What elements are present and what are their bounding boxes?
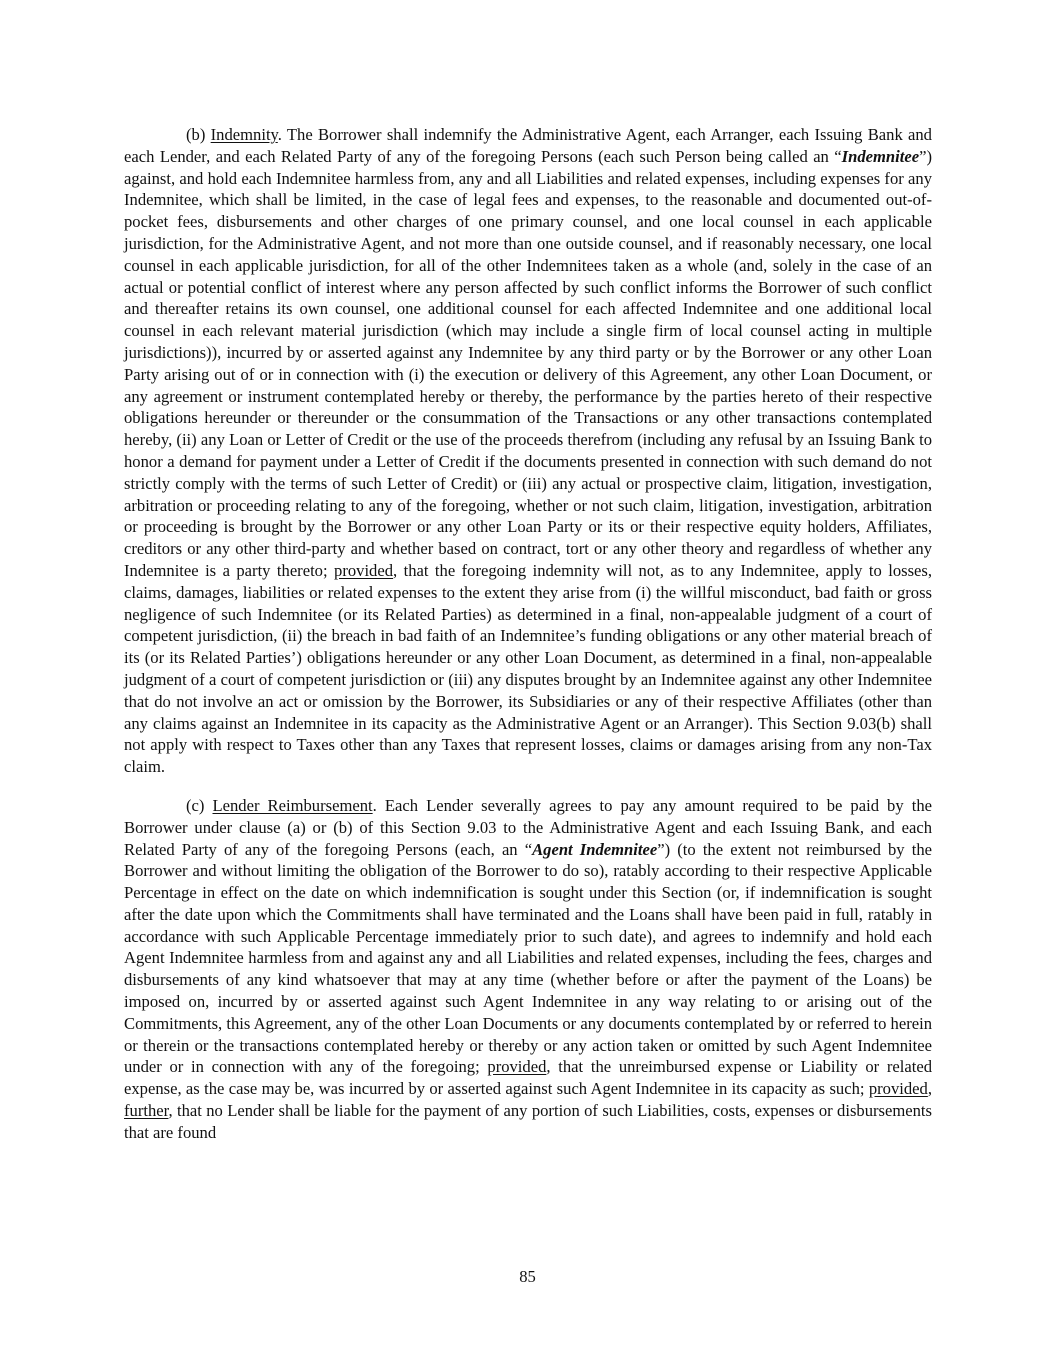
proviso-provided: provided bbox=[334, 560, 394, 580]
clause-label: (c) bbox=[186, 795, 205, 815]
clause-label: (b) bbox=[186, 125, 206, 144]
document-page bbox=[124, 124, 932, 1144]
paragraph-lender-reimbursement bbox=[124, 795, 932, 1144]
proviso-further: further bbox=[124, 1101, 169, 1121]
paragraph-text: ”) against, and hold each Indemnitee harmless from, any and all Liabilities and related expenses, including expenses for any Indemnitee, which shall be limited, in the case of legal fees and expenses, to the reasonable and documented out-of-pocket fees, disbursements and other charges of one primary counsel, and one local counsel in each applicable jurisdiction, for the Administrative Agent, and not more than one outside counsel, and if reasonably necessary, one local counsel in each applicable jurisdiction, for all of the other Indemnitees taken as a whole (and, solely in the case of an actual or potential conflict of interest where any person affected by such conflict informs the Borrower of such conflict and thereafter retains its own counsel, one additional counsel for each affected Indemnitee and one additional local counsel in each relevant material jurisdiction (which may include a single firm of local counsel acting in multiple jurisdictions)), incurred by or asserted against any Indemnitee by any third party or by the Borrower or any other Loan Party arising out of or in connection with (i) the execution or delivery of this Agreement, any other Loan Document, or any agreement or instrument contemplated hereby or thereby, the performance by the parties hereto of their respective obligations hereunder or thereunder or the consummation of the Transactions or any other transactions contemplated hereby, (ii) any Loan or Letter of Credit or the use of the proceeds therefrom (including any refusal by an Issuing Bank to honor a demand for payment under a Letter of Credit if the documents presented in connection with such demand do not strictly comply with the terms of such Letter of Credit) or (iii) any actual or prospective claim, litigation, investigation, arbitration or proceeding relating to any of the foregoing, whether or not such claim, litigation, investigation, arbitration or proceeding is brought by the Borrower or any other Loan Party or its or their respective equity holders, Affiliates, creditors or any other third-party and whether based on contract, tort or any other theory and regardless of whether any Indemnitee is a party thereto; bbox=[124, 146, 932, 580]
clause-heading-lender-reimbursement: Lender Reimbursement bbox=[212, 795, 373, 815]
defined-term-indemnitee: Indemnitee bbox=[841, 146, 920, 166]
proviso-provided: provided bbox=[487, 1057, 547, 1077]
paragraph-indemnity bbox=[124, 124, 932, 778]
paragraph-text: , that the unreimbursed expense or Liability or related expense, as the case may be, was incurred by or asserted against such Agent Indemnitee in its capacity as such; bbox=[124, 1057, 932, 1099]
proviso-provided: provided bbox=[868, 1079, 928, 1099]
paragraph-text: , that no Lender shall be liable for the payment of any portion of such Liabilities, costs, expenses or disbursements that are found bbox=[124, 1101, 932, 1142]
page-number: 85 bbox=[519, 1267, 536, 1286]
paragraph-text: . Each Lender severally agrees to pay any amount required to be paid by the Borrower under clause (a) or (b) of this Section 9.03 to the Administrative Agent and each Issuing Bank, and each Related Party of any of the foregoing Persons (each, an “ bbox=[124, 795, 932, 859]
paragraph-text: ”) (to the extent not reimbursed by the Borrower and without limiting the obligation of the Borrower to do so), ratably according to their respective Applicable Percentage in effect on the date on which indemnification is sought under this Section (or, if indemnification is sought after the date upon which the Commitments shall have terminated and the Loans shall have been paid in full, ratably in accordance with such Applicable Percentage immediately prior to such date), and agrees to indemnify and hold each Agent Indemnitee harmless from and against any and all Liabilities and related expenses, including the fees, charges and disbursements of any kind whatsoever that may at any time (whether before or after the payment of the Loans) be imposed on, incurred by or asserted against such Agent Indemnitee in any way relating to or arising out of the Commitments, this Agreement, any of the other Loan Documents or any documents contemplated by or referred to herein or therein or the transactions contemplated hereby or thereby or any action taken or omitted by such Agent Indemnitee under or in connection with any of the foregoing; bbox=[124, 839, 932, 1077]
paragraph-text: . The Borrower shall indemnify the Administrative Agent, each Arranger, each Issuing Bank and each Lender, and each Related Party of any of the foregoing Persons (each such Person being called an “ bbox=[124, 125, 932, 166]
paragraph-text: , that the foregoing indemnity will not, as to any Indemnitee, apply to losses, claims, damages, liabilities or related expenses to the extent they arise from (i) the willful misconduct, bad faith or gross negligence of such Indemnitee (or its Related Parties) as determined in a final, non-appealable judgment of a court of competent jurisdiction, (ii) the breach in bad faith of an Indemnitee’s funding obligations or any other material breach of its (or its Related Parties’) obligations hereunder or any other Loan Document, as determined in a final, non-appealable judgment of a court of competent jurisdiction or (iii) any disputes brought by an Indemnitee against any other Indemnitee that do not involve an act or omission by the Borrower, its Subsidiaries or any of their respective Affiliates (other than any claims against an Indemnitee in its capacity as the Administrative Agent or an Arranger). This Section 9.03(b) shall not apply with respect to Taxes other than any Taxes that represent losses, claims or damages arising from any non-Tax claim. bbox=[124, 560, 933, 777]
paragraph-text: , bbox=[927, 1079, 932, 1099]
clause-heading-indemnity: Indemnity bbox=[210, 125, 278, 144]
defined-term-agent-indemnitee: Agent Indemnitee bbox=[532, 839, 658, 859]
